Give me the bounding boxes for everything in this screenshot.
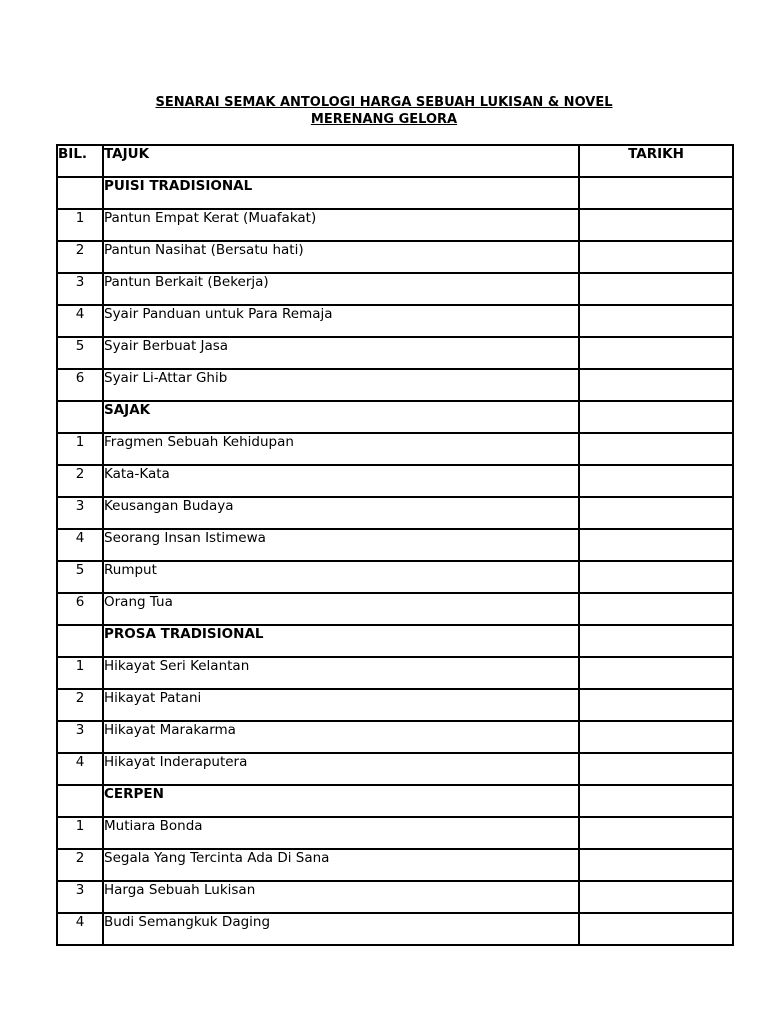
row-number: 3 <box>57 881 103 913</box>
date-cell <box>579 337 733 369</box>
row-number: 5 <box>57 337 103 369</box>
date-cell <box>579 721 733 753</box>
section-title: SAJAK <box>103 401 579 433</box>
table-row <box>57 881 733 913</box>
row-number <box>57 177 103 209</box>
row-title: Fragmen Sebuah Kehidupan <box>103 433 579 465</box>
date-cell <box>579 625 733 657</box>
row-title: Hikayat Inderaputera <box>103 753 579 785</box>
row-title: Syair Berbuat Jasa <box>103 337 579 369</box>
table-row <box>57 273 733 305</box>
row-title: Hikayat Seri Kelantan <box>103 657 579 689</box>
table-row <box>57 657 733 689</box>
header-tajuk: TAJUK <box>103 145 579 177</box>
table-row <box>57 529 733 561</box>
table-row <box>57 913 733 945</box>
table-row <box>57 593 733 625</box>
table-row <box>57 209 733 241</box>
date-cell <box>579 593 733 625</box>
date-cell <box>579 529 733 561</box>
date-cell <box>579 561 733 593</box>
document-title <box>0 94 768 128</box>
row-title: Syair Li-Attar Ghib <box>103 369 579 401</box>
row-title: Seorang Insan Istimewa <box>103 529 579 561</box>
date-cell <box>579 849 733 881</box>
section-header-row <box>57 625 733 657</box>
row-title: Harga Sebuah Lukisan <box>103 881 579 913</box>
table-row <box>57 689 733 721</box>
table-row <box>57 465 733 497</box>
table-row <box>57 561 733 593</box>
row-title: Pantun Empat Kerat (Muafakat) <box>103 209 579 241</box>
row-title: Hikayat Marakarma <box>103 721 579 753</box>
row-title: Rumput <box>103 561 579 593</box>
row-title: Pantun Berkait (Bekerja) <box>103 273 579 305</box>
table-row <box>57 721 733 753</box>
row-number: 1 <box>57 817 103 849</box>
date-cell <box>579 401 733 433</box>
section-title: PROSA TRADISIONAL <box>103 625 579 657</box>
title-line-1: SENARAI SEMAK ANTOLOGI HARGA SEBUAH LUKISAN & NOVEL <box>155 95 613 110</box>
row-number: 1 <box>57 433 103 465</box>
row-number <box>57 625 103 657</box>
row-number: 6 <box>57 593 103 625</box>
row-title: Hikayat Patani <box>103 689 579 721</box>
date-cell <box>579 497 733 529</box>
title-line-2: MERENANG GELORA <box>310 112 458 127</box>
date-cell <box>579 881 733 913</box>
header-tarikh: TARIKH <box>579 145 733 177</box>
row-title: Segala Yang Tercinta Ada Di Sana <box>103 849 579 881</box>
row-number: 3 <box>57 497 103 529</box>
table-row <box>57 369 733 401</box>
date-cell <box>579 689 733 721</box>
table-row <box>57 433 733 465</box>
date-cell <box>579 657 733 689</box>
row-number: 2 <box>57 241 103 273</box>
date-cell <box>579 369 733 401</box>
table-row <box>57 337 733 369</box>
row-title: Pantun Nasihat (Bersatu hati) <box>103 241 579 273</box>
row-number: 4 <box>57 753 103 785</box>
row-number: 4 <box>57 529 103 561</box>
section-title: PUISI TRADISIONAL <box>103 177 579 209</box>
header-row <box>57 145 733 177</box>
header-bil: BIL. <box>57 145 103 177</box>
row-title: Mutiara Bonda <box>103 817 579 849</box>
table-row <box>57 849 733 881</box>
date-cell <box>579 785 733 817</box>
date-cell <box>579 241 733 273</box>
date-cell <box>579 273 733 305</box>
date-cell <box>579 433 733 465</box>
table-row <box>57 241 733 273</box>
row-title: Kata-Kata <box>103 465 579 497</box>
date-cell <box>579 177 733 209</box>
row-number: 4 <box>57 305 103 337</box>
row-number: 1 <box>57 209 103 241</box>
date-cell <box>579 753 733 785</box>
table-row <box>57 817 733 849</box>
row-title: Keusangan Budaya <box>103 497 579 529</box>
row-number: 2 <box>57 849 103 881</box>
table-row <box>57 753 733 785</box>
row-number <box>57 785 103 817</box>
row-number: 1 <box>57 657 103 689</box>
section-header-row <box>57 785 733 817</box>
table-row <box>57 305 733 337</box>
row-number: 3 <box>57 273 103 305</box>
row-title: Orang Tua <box>103 593 579 625</box>
table-row <box>57 497 733 529</box>
date-cell <box>579 465 733 497</box>
checklist-table <box>56 144 734 946</box>
date-cell <box>579 209 733 241</box>
section-title: CERPEN <box>103 785 579 817</box>
row-title: Syair Panduan untuk Para Remaja <box>103 305 579 337</box>
row-number: 6 <box>57 369 103 401</box>
section-header-row <box>57 401 733 433</box>
date-cell <box>579 817 733 849</box>
row-number <box>57 401 103 433</box>
section-header-row <box>57 177 733 209</box>
row-number: 4 <box>57 913 103 945</box>
row-number: 3 <box>57 721 103 753</box>
row-title: Budi Semangkuk Daging <box>103 913 579 945</box>
row-number: 5 <box>57 561 103 593</box>
row-number: 2 <box>57 689 103 721</box>
row-number: 2 <box>57 465 103 497</box>
date-cell <box>579 305 733 337</box>
date-cell <box>579 913 733 945</box>
